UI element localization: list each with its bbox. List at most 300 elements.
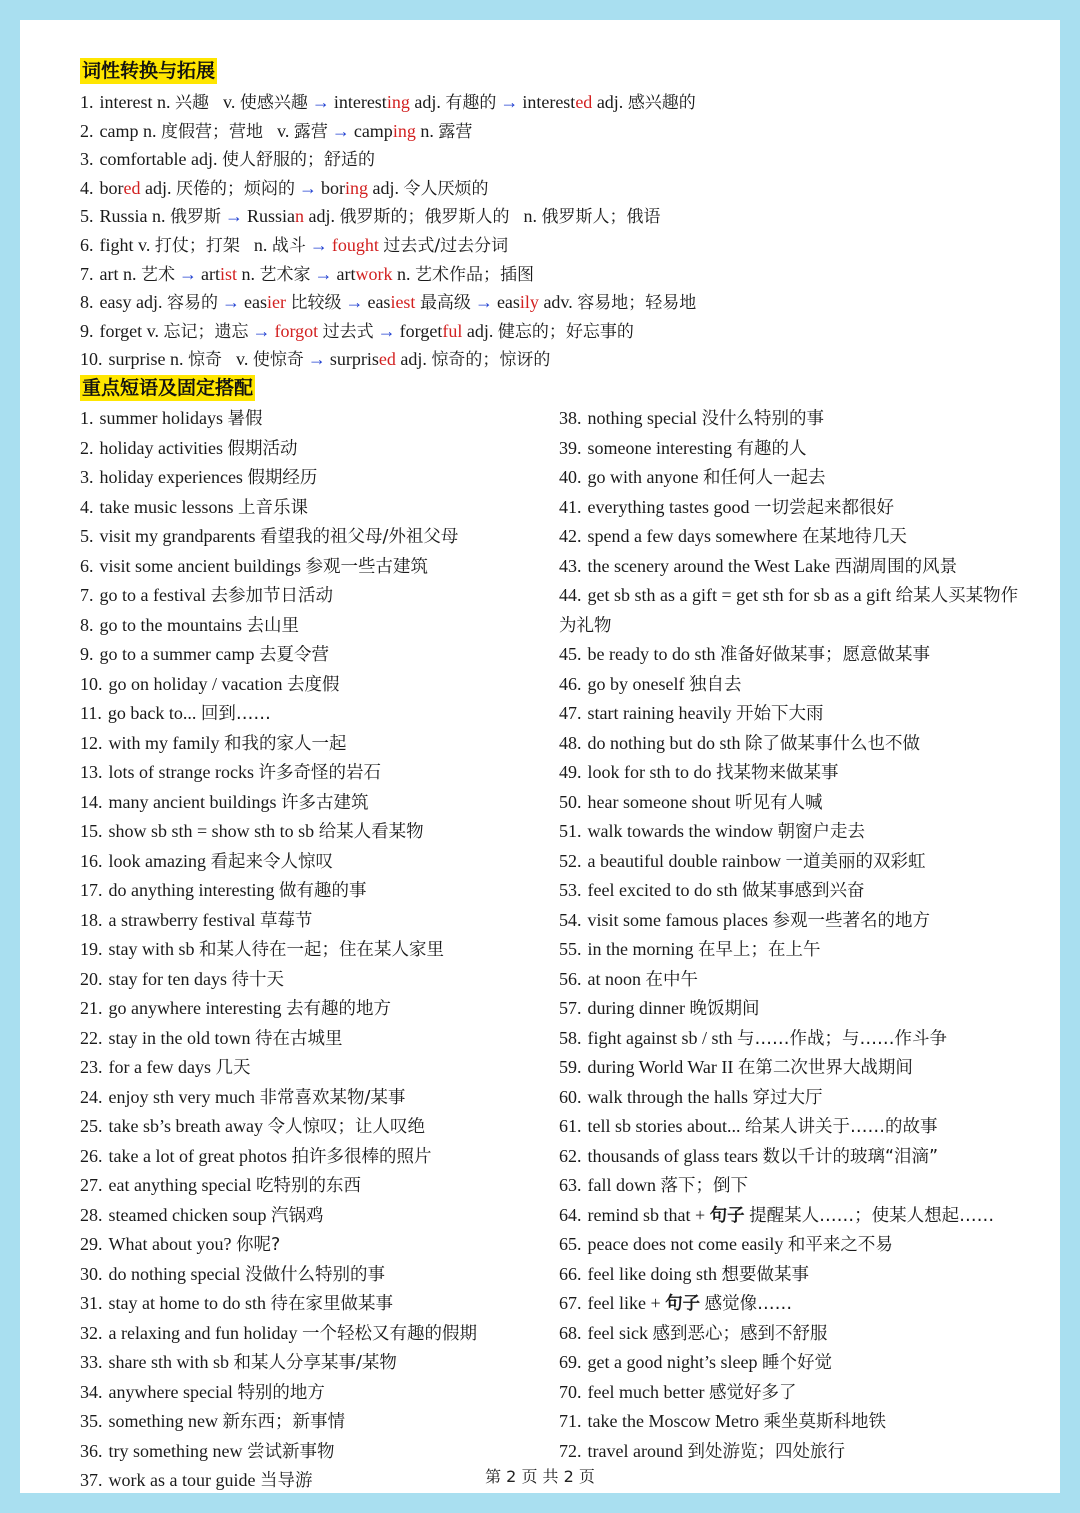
phrase-item [80, 552, 550, 582]
phrase-english: during dinner [587, 998, 685, 1018]
item-number: 48. [559, 732, 582, 753]
phrase-english: a beautiful double rainbow [587, 850, 781, 871]
item-number: 30. [80, 1263, 103, 1284]
phrase-english: anywhere special [108, 1381, 233, 1402]
phrase-english: lots of strange rocks [108, 762, 254, 782]
item-number: 50. [559, 791, 582, 812]
phrase-item [80, 1024, 550, 1054]
word-form-line [80, 345, 1040, 374]
phrase-english: go by oneself [587, 673, 685, 694]
phrase-chinese: 待在古城里 [255, 1028, 343, 1049]
word-form-line [80, 174, 1040, 203]
phrase-item [80, 1437, 550, 1467]
phrase-chinese: 草莓节 [259, 910, 313, 931]
item-number: 47. [559, 703, 582, 723]
english-word: fight [99, 234, 134, 255]
phrase-item [559, 994, 1019, 1024]
word-form-line [80, 231, 1040, 260]
phrase-item [80, 1378, 550, 1408]
english-word: eas [367, 292, 391, 313]
item-number: 62. [559, 1145, 582, 1166]
phrase-grammar-note: 句子 [665, 1294, 701, 1314]
part-of-speech: adj. [304, 206, 340, 227]
phrase-grammar-note: 句子 [709, 1205, 745, 1226]
phrase-item [80, 1053, 550, 1083]
arrow-icon: → [309, 234, 328, 255]
part-of-speech: n. [138, 120, 161, 141]
phrase-english: look for sth to do [587, 762, 712, 782]
item-number: 68. [559, 1322, 582, 1343]
phrase-item [559, 817, 1019, 847]
item-number: 6. [80, 555, 94, 576]
item-number: 5. [80, 526, 94, 546]
english-word: forget [399, 320, 443, 341]
item-number: 52. [559, 850, 582, 871]
phrase-item [559, 552, 1019, 582]
chinese-meaning: 打仗；打架 [154, 235, 240, 256]
phrase-chinese: 做有趣的事 [278, 881, 367, 901]
phrase-english: someone interesting [587, 437, 732, 458]
phrase-chinese: 汽锅鸡 [270, 1205, 324, 1226]
phrase-item [80, 817, 550, 847]
phrase-item [559, 1142, 1019, 1172]
chinese-meaning: 惊奇 [188, 350, 222, 371]
phrase-chinese: 晚饭期间 [689, 999, 760, 1019]
phrase-chinese: 没做什么特别的事 [244, 1264, 385, 1285]
highlighted-suffix: ed [378, 349, 396, 370]
phrase-chinese: 准备好做某事；愿意做某事 [719, 645, 930, 665]
english-word: Russia [247, 206, 296, 227]
part-of-speech: v. [222, 92, 240, 112]
phrase-chinese: 睡个好觉 [761, 1353, 832, 1373]
phrases-column-left [80, 404, 550, 1496]
phrase-english: in the morning [587, 939, 694, 959]
phrase-english: feel excited to do sth [587, 880, 738, 900]
item-number: 58. [559, 1027, 582, 1048]
phrase-item [559, 493, 1019, 523]
phrase-item [559, 1083, 1019, 1113]
arrow-icon: → [377, 320, 396, 341]
item-number: 56. [559, 968, 582, 989]
english-word: art [200, 263, 220, 284]
arrow-icon: → [225, 206, 244, 227]
item-number: 6. [80, 234, 94, 255]
arrow-icon: → [314, 263, 333, 284]
chinese-meaning: 忘记；遗忘 [163, 321, 249, 342]
chinese-meaning: 容易地；轻易地 [577, 293, 697, 314]
phrase-item [559, 463, 1019, 493]
phrase-chinese: 参观一些著名的地方 [772, 910, 930, 931]
chinese-meaning: 过去式/过去分词 [383, 235, 509, 256]
arrow-icon: → [500, 92, 519, 112]
word-form-line [80, 260, 1040, 289]
word-form-line [80, 317, 1040, 346]
phrase-english: hear someone shout [587, 791, 731, 812]
item-number: 51. [559, 821, 582, 841]
phrase-chinese: 许多奇怪的岩石 [258, 763, 381, 783]
phrase-chinese: 假期经历 [247, 468, 318, 488]
phrase-item [559, 847, 1019, 877]
phrase-item [559, 699, 1019, 729]
phrase-item [559, 758, 1019, 788]
phrase-english: everything tastes good [587, 496, 750, 517]
phrase-chinese: 去夏令营 [258, 645, 329, 665]
phrase-item [80, 935, 550, 965]
phrase-english: start raining heavily [587, 703, 732, 723]
part-of-speech: adj. [409, 92, 446, 112]
highlighted-suffix: fought [331, 234, 379, 255]
phrase-chinese: 给某人看某物 [318, 822, 424, 842]
phrase-item [559, 965, 1019, 995]
phrase-english: get sb sth as a gift = get sth for sb as a gift [587, 585, 892, 605]
item-number: 38. [559, 408, 582, 428]
part-of-speech: n. [392, 263, 415, 284]
item-number: 57. [559, 998, 582, 1018]
item-number: 35. [80, 1411, 103, 1431]
item-number: 3. [80, 149, 94, 170]
phrase-item [80, 1112, 550, 1142]
phrase-item [559, 1053, 1019, 1083]
phrase-chinese: 假期活动 [227, 438, 298, 459]
phrase-item [80, 493, 550, 523]
phrase-item [80, 1230, 550, 1260]
english-word: interest [99, 92, 153, 112]
english-word: surpris [329, 349, 379, 370]
item-number: 17. [80, 880, 103, 900]
part-of-speech: adj. [140, 177, 176, 198]
phrase-chinese: 去山里 [246, 615, 299, 636]
english-word: camp [99, 120, 139, 141]
chinese-meaning: 过去式 [322, 321, 374, 342]
chinese-meaning: 健忘的；好忘事的 [497, 321, 634, 342]
phrase-english: take a lot of great photos [108, 1145, 287, 1166]
part-of-speech: n. [152, 92, 175, 112]
highlighted-suffix: ing [345, 177, 369, 198]
english-word: interest [333, 92, 387, 112]
phrase-item [559, 1201, 1019, 1231]
phrase-chinese: 当导游 [259, 1471, 313, 1491]
phrase-chinese: 感到恶心；感到不舒服 [652, 1323, 828, 1344]
item-number: 71. [559, 1411, 582, 1431]
english-word: Russia [99, 206, 148, 227]
word-form-line [80, 145, 1040, 174]
phrase-item [80, 1319, 550, 1349]
item-number: 1. [80, 408, 94, 428]
phrase-item [80, 758, 550, 788]
phrase-english: feel sick [587, 1322, 648, 1343]
english-word: art [336, 263, 356, 284]
item-number: 44. [559, 585, 582, 605]
phrase-item [80, 1260, 550, 1290]
item-number: 2. [80, 437, 94, 458]
item-number: 67. [559, 1293, 582, 1313]
item-number: 9. [80, 320, 94, 341]
english-word: surprise [108, 349, 166, 370]
phrase-item [80, 1201, 550, 1231]
highlighted-suffix: ily [519, 292, 539, 313]
phrase-english: thousands of glass tears [587, 1145, 758, 1166]
phrase-chinese: 和某人分享某事/某物 [233, 1353, 397, 1373]
highlighted-suffix: ist [219, 263, 237, 284]
phrase-english: many ancient buildings [108, 791, 277, 812]
highlighted-suffix: ed [575, 92, 593, 112]
item-number: 59. [559, 1057, 582, 1077]
highlighted-suffix: ing [386, 92, 410, 112]
item-number: 64. [559, 1204, 582, 1225]
chinese-meaning: 露营 [293, 121, 328, 142]
phrase-english: a strawberry festival [108, 909, 256, 930]
phrase-item [559, 522, 1019, 552]
phrase-english: eat anything special [108, 1175, 252, 1195]
item-number: 28. [80, 1204, 103, 1225]
phrase-english: go back to... [107, 703, 197, 723]
item-number: 25. [80, 1116, 103, 1136]
phrase-english: feel much better [587, 1381, 705, 1402]
chinese-meaning: 艺术 [140, 264, 175, 285]
chinese-meaning: 容易的 [166, 293, 218, 314]
phrase-english: share sth with sb [108, 1352, 229, 1372]
item-number: 61. [559, 1116, 582, 1136]
phrase-chinese: 找某物来做某事 [716, 763, 839, 783]
phrase-item [80, 699, 550, 729]
item-number: 40. [559, 467, 582, 487]
phrase-item [80, 611, 550, 641]
phrase-chinese: 穿过大厅 [752, 1087, 823, 1108]
part-of-speech: adj. [368, 177, 404, 198]
item-number: 23. [80, 1057, 103, 1077]
item-number: 54. [559, 909, 582, 930]
phrase-english: look amazing [108, 850, 206, 871]
item-number: 37. [80, 1470, 103, 1490]
phrase-chinese: 在早上；在上午 [698, 940, 821, 960]
part-of-speech: v. [236, 349, 253, 370]
highlighted-suffix: ier [266, 292, 286, 313]
phrase-english: nothing special [587, 408, 697, 428]
phrase-chinese: 乘坐莫斯科地铁 [763, 1412, 886, 1432]
highlighted-suffix: forgot [274, 320, 319, 341]
phrase-item [559, 729, 1019, 759]
chinese-meaning: 最高级 [419, 293, 471, 314]
item-number: 49. [559, 762, 582, 782]
part-of-speech: adv. [538, 292, 578, 313]
phrase-item [559, 1319, 1019, 1349]
phrase-item [559, 1112, 1019, 1142]
phrase-english: go to a summer camp [99, 644, 255, 664]
phrase-chinese: 一个轻松又有趣的假期 [301, 1323, 477, 1344]
item-number: 60. [559, 1086, 582, 1107]
phrase-item [559, 1437, 1019, 1467]
item-number: 4. [80, 496, 94, 517]
phrase-english: show sb sth = show sth to sb [108, 821, 315, 841]
english-word: camp [353, 120, 393, 141]
phrase-item [80, 906, 550, 936]
chinese-meaning: 度假营；营地 [160, 121, 263, 142]
phrase-english: try something new [108, 1440, 243, 1461]
chinese-meaning: 有趣的 [445, 93, 497, 113]
phrase-english: with my family [108, 732, 220, 753]
phrase-chinese: 一道美丽的双彩虹 [785, 851, 926, 872]
phrase-item [80, 1407, 550, 1437]
item-number: 21. [80, 998, 103, 1018]
item-number: 1. [80, 92, 94, 112]
chinese-meaning: 感兴趣的 [627, 93, 696, 113]
item-number: 33. [80, 1352, 103, 1372]
chinese-meaning: 俄罗斯人；俄语 [541, 207, 661, 228]
phrase-english: travel around [587, 1440, 683, 1461]
highlighted-suffix: work [355, 263, 393, 284]
phrase-chinese: 提醒某人……；使某人想起…… [749, 1205, 995, 1226]
chinese-meaning: 兴趣 [174, 93, 209, 113]
phrase-item [559, 1348, 1019, 1378]
phrase-english: for a few days [108, 1057, 211, 1077]
phrase-item [559, 1407, 1019, 1437]
phrase-english: holiday activities [99, 437, 223, 458]
phrase-chinese: 听见有人喊 [734, 792, 823, 813]
phrase-chinese: 非常喜欢某物/某事 [259, 1087, 406, 1108]
phrase-chinese: 开始下大雨 [735, 704, 824, 724]
part-of-speech: n. [165, 349, 188, 370]
part-of-speech: n. [415, 120, 439, 141]
phrase-item [80, 522, 550, 552]
item-number: 24. [80, 1086, 103, 1107]
word-form-line [80, 88, 1040, 117]
part-of-speech: n. [253, 234, 272, 255]
part-of-speech: n. [147, 206, 171, 227]
section-title-word-forms: 词性转换与拓展 [82, 60, 216, 82]
item-number: 39. [559, 437, 582, 458]
phrase-chinese: 去度假 [286, 674, 340, 695]
item-number: 55. [559, 939, 582, 959]
phrase-chinese: 在中午 [645, 969, 698, 990]
phrase-chinese: 几天 [215, 1058, 251, 1078]
phrase-item [80, 876, 550, 906]
phrase-item [80, 463, 550, 493]
phrase-item [80, 670, 550, 700]
phrase-chinese: 你呢? [235, 1235, 281, 1255]
chinese-meaning: 比较级 [290, 293, 342, 314]
english-word: forget [99, 320, 143, 341]
item-number: 14. [80, 791, 103, 812]
phrase-english: peace does not come easily [587, 1234, 784, 1254]
english-word: bor [321, 177, 345, 198]
phrase-chinese: 去参加节日活动 [210, 586, 333, 606]
phrase-chinese: 和平来之不易 [787, 1235, 893, 1255]
english-word: interest [522, 92, 576, 112]
phrase-item [80, 1171, 550, 1201]
chinese-meaning: 使人舒服的；舒适的 [221, 150, 375, 171]
phrase-english: at noon [587, 968, 641, 989]
phrase-item [559, 581, 1019, 640]
phrase-english: visit some famous places [587, 909, 768, 930]
word-form-line [80, 202, 1040, 231]
item-number: 22. [80, 1027, 103, 1048]
phrase-item [559, 670, 1019, 700]
item-number: 34. [80, 1381, 103, 1402]
phrase-english: get a good night’s sleep [587, 1352, 758, 1372]
phrase-english: a relaxing and fun holiday [108, 1322, 298, 1343]
chinese-meaning: 惊奇的；惊讶的 [431, 350, 551, 371]
item-number: 2. [80, 120, 94, 141]
highlighted-suffix: n [295, 206, 305, 227]
phrase-item [559, 1289, 1019, 1319]
phrase-chinese: 与……作战；与……作斗争 [737, 1028, 947, 1049]
part-of-speech: adj. [186, 149, 222, 170]
item-number: 10. [80, 673, 103, 694]
part-of-speech: n. [236, 263, 260, 284]
phrase-english: steamed chicken soup [108, 1204, 267, 1225]
chinese-meaning: 艺术作品；插图 [414, 264, 534, 285]
phrase-item [80, 1348, 550, 1378]
item-number: 31. [80, 1293, 103, 1313]
arrow-icon: → [221, 292, 240, 313]
phrase-chinese: 给某人讲关于……的故事 [744, 1117, 938, 1137]
item-number: 36. [80, 1440, 103, 1461]
phrase-english: tell sb stories about... [587, 1116, 741, 1136]
item-number: 9. [80, 644, 94, 664]
item-number: 32. [80, 1322, 103, 1343]
phrase-item [80, 965, 550, 995]
phrase-chinese: 感觉像…… [704, 1294, 793, 1314]
phrase-english: visit some ancient buildings [99, 555, 301, 576]
phrase-english: holiday experiences [99, 467, 243, 487]
item-number: 8. [80, 614, 94, 635]
item-number: 45. [559, 644, 582, 664]
item-number: 20. [80, 968, 103, 989]
phrase-item [559, 1378, 1019, 1408]
arrow-icon: → [178, 263, 197, 284]
phrase-item [80, 1142, 550, 1172]
phrase-chinese: 许多古建筑 [280, 792, 369, 813]
phrase-item [559, 434, 1019, 464]
phrase-chinese: 回到…… [200, 704, 271, 724]
phrase-chinese: 看起来令人惊叹 [210, 851, 333, 872]
item-number: 8. [80, 292, 94, 313]
phrase-english: stay with sb [108, 939, 195, 959]
item-number: 16. [80, 850, 103, 871]
item-number: 63. [559, 1175, 582, 1195]
phrase-english: do anything interesting [108, 880, 275, 900]
phrase-english: fight against sb / sth [587, 1027, 733, 1048]
word-forms-list [80, 88, 1040, 374]
arrow-icon: → [307, 349, 326, 370]
highlighted-suffix: ful [442, 320, 463, 341]
item-number: 53. [559, 880, 582, 900]
item-number: 46. [559, 673, 582, 694]
phrase-chinese: 拍许多很棒的照片 [291, 1146, 432, 1167]
phrases-column-right [559, 404, 1019, 1466]
part-of-speech: n. [118, 263, 141, 284]
chinese-meaning: 使惊奇 [252, 350, 304, 371]
phrase-chinese: 独自去 [688, 674, 742, 695]
phrase-chinese: 尝试新事物 [246, 1441, 335, 1462]
phrase-chinese: 感觉好多了 [708, 1382, 797, 1403]
phrase-chinese: 特别的地方 [237, 1382, 325, 1403]
phrase-english: take music lessons [99, 496, 234, 517]
phrase-item [80, 640, 550, 670]
phrase-item [80, 729, 550, 759]
phrase-english: do nothing but do sth [587, 732, 741, 753]
item-number: 70. [559, 1381, 582, 1402]
phrase-item [80, 1289, 550, 1319]
phrase-chinese: 一切尝起来都很好 [753, 497, 894, 518]
phrase-english: be ready to do sth [587, 644, 716, 664]
arrow-icon: → [252, 320, 271, 341]
part-of-speech: v. [142, 320, 164, 341]
word-form-line [80, 288, 1040, 317]
item-number: 10. [80, 349, 103, 370]
phrase-english: spend a few days somewhere [587, 526, 798, 546]
phrase-english: remind sb that + [587, 1204, 710, 1225]
